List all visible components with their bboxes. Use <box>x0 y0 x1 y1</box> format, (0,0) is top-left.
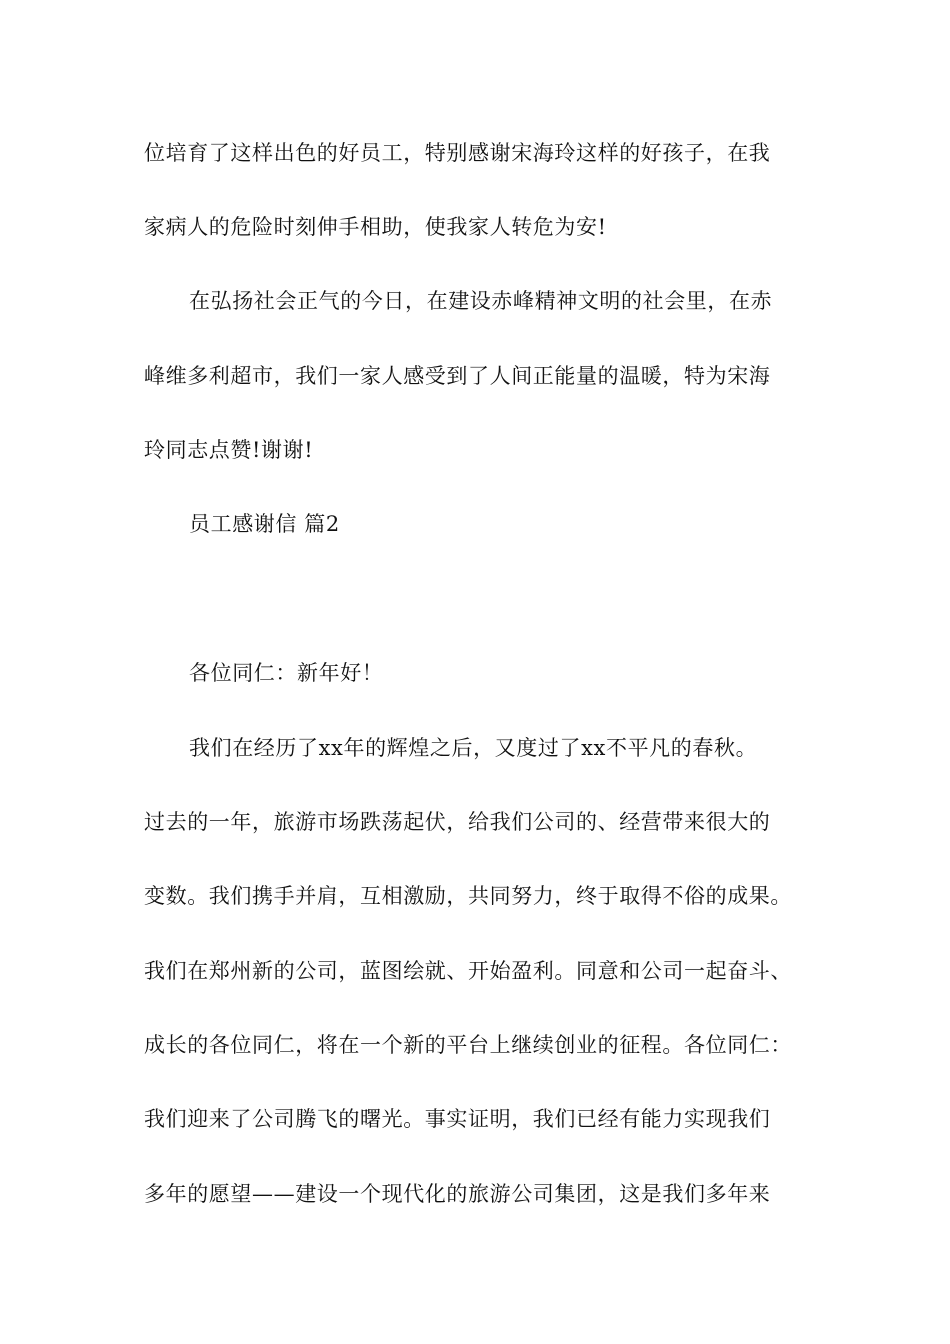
paragraph-line: 成长的各位同仁，将在一个新的平台上继续创业的征程。各位同仁： <box>144 1033 792 1057</box>
paragraph-line: 位培育了这样出色的好员工，特别感谢宋海玲这样的好孩子，在我 <box>144 141 771 165</box>
paragraph-line: 玲同志点赞!谢谢! <box>144 438 314 462</box>
paragraph-line: 过去的一年，旅游市场跌荡起伏，给我们公司的、经营带来很大的 <box>144 810 771 834</box>
greeting-line: 各位同仁：新年好！ <box>189 661 384 685</box>
paragraph-line: 我们在经历了xx年的辉煌之后，又度过了xx不平凡的春秋。 <box>189 736 758 760</box>
paragraph-line: 在弘扬社会正气的今日，在建设赤峰精神文明的社会里，在赤 <box>189 289 773 313</box>
section-heading: 员工感谢信 篇2 <box>189 512 340 536</box>
paragraph-line: 峰维多利超市，我们一家人感受到了人间正能量的温暖，特为宋海 <box>144 364 771 388</box>
paragraph-line: 家病人的危险时刻伸手相助，使我家人转危为安! <box>144 215 607 239</box>
paragraph-line: 变数。我们携手并肩，互相激励，共同努力，终于取得不俗的成果。 <box>144 884 792 908</box>
paragraph-line: 我们迎来了公司腾飞的曙光。事实证明，我们已经有能力实现我们 <box>144 1107 771 1131</box>
paragraph-line: 多年的愿望——建设一个现代化的旅游公司集团，这是我们多年来 <box>144 1182 771 1206</box>
paragraph-line: 我们在郑州新的公司，蓝图绘就、开始盈利。同意和公司一起奋斗、 <box>144 959 792 983</box>
